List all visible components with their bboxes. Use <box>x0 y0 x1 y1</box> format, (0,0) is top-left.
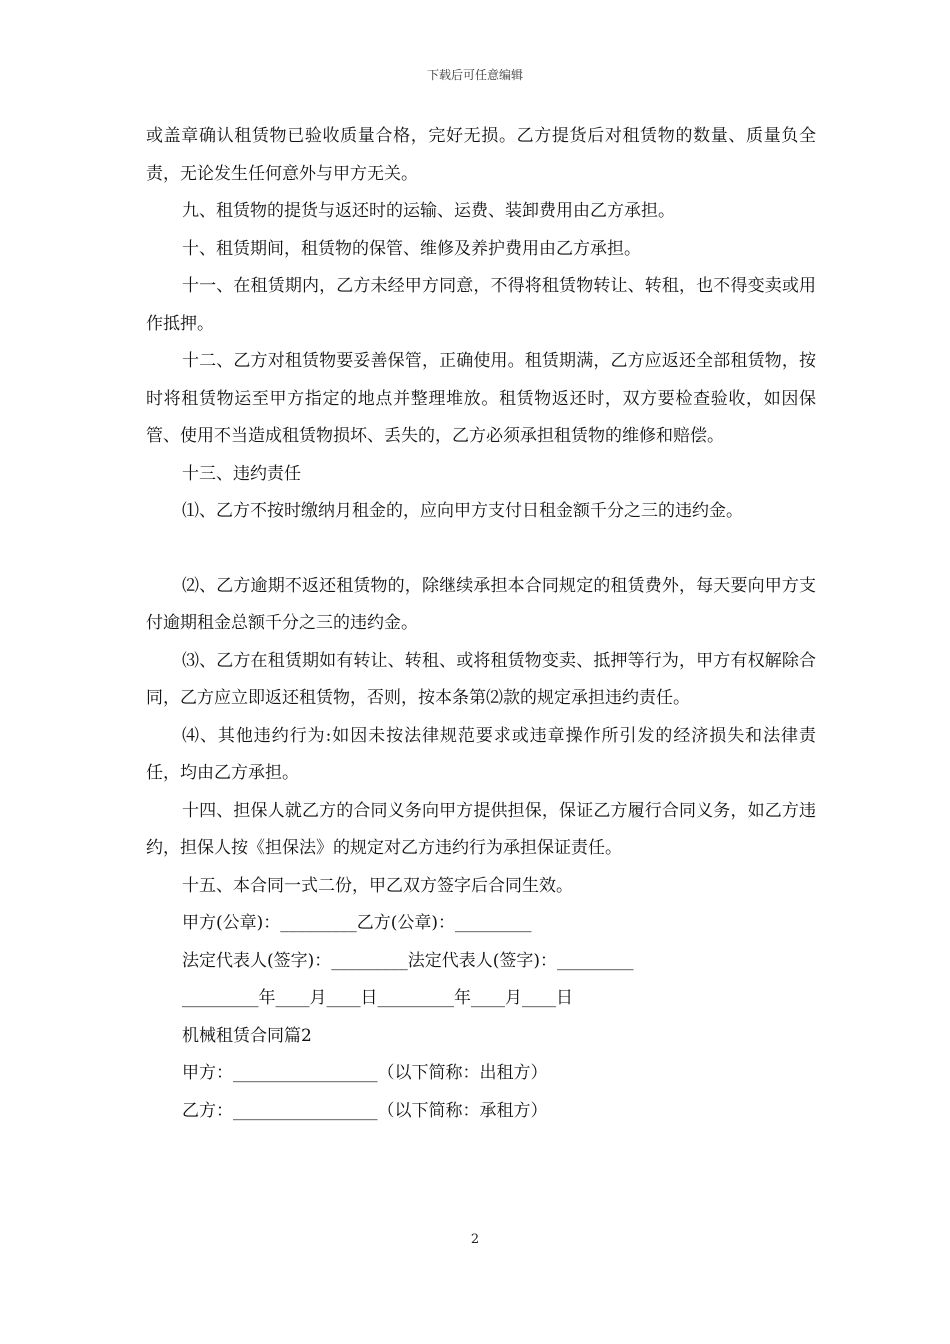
clause-12: 十二、乙方对租赁物要妥善保管，正确使用。租赁期满，乙方应返还全部租赁物，按时将租赁物运至甲方指定的地点并整理堆放。租赁物返还时，双方要检查验收，如因保管、使用不当造成租赁物损坏、丢失的，乙方必须承担租赁物的维修和赔偿。 <box>146 351 816 446</box>
clause-13-item-3: ⑶、乙方在租赁期如有转让、转租、或将租赁物变卖、抵押等行为，甲方有权解除合同，乙方应立即返还租赁物，否则，按本条第⑵款的规定承担违约责任。 <box>146 650 816 708</box>
clause-13-item-4: ⑷、其他违约行为:如因未按法律规范要求或违章操作所引发的经济损失和法律责任，均由乙方承担。 <box>146 725 816 783</box>
blank-gap <box>146 531 816 568</box>
signature-representative-line: 法定代表人(签字)：_________法定代表人(签字)：_________ <box>182 950 634 971</box>
section-2-party-a: 甲方：_________________（以下简称：出租方） <box>182 1063 548 1083</box>
clause-14: 十四、担保人就乙方的合同义务向甲方提供担保，保证乙方履行合同义务，如乙方违约，担保人按《担保法》的规定对乙方违约行为承担保证责任。 <box>146 800 816 858</box>
clause-11: 十一、在租赁期内，乙方未经甲方同意，不得将租赁物转让、转租，也不得变卖或用作抵押。 <box>146 276 816 334</box>
clause-10: 十、租赁期间，租赁物的保管、维修及养护费用由乙方承担。 <box>182 238 641 259</box>
clause-13-item-1: ⑴、乙方不按时缴纳月租金的，应向甲方支付日租金额千分之三的违约金。 <box>182 501 743 521</box>
section-2-title: 机械租赁合同篇2 <box>182 1025 312 1046</box>
signature-date-line: _________年____月____日_________年____月____日 <box>182 988 573 1008</box>
signature-party-line: 甲方(公章)：_________乙方(公章)：_________ <box>182 913 532 933</box>
clause-9: 九、租赁物的提货与返还时的运输、运费、装卸费用由乙方承担。 <box>182 201 675 221</box>
section-2-party-b: 乙方：_________________（以下简称：承租方） <box>182 1100 548 1121</box>
page-header: 下载后可任意编辑 <box>426 68 523 82</box>
clause-13-heading: 十三、违约责任 <box>182 463 301 484</box>
clause-13-item-2: ⑵、乙方逾期不返还租赁物的，除继续承担本合同规定的租赁费外，每天要向甲方支付逾期租金总额千分之三的违约金。 <box>146 575 816 633</box>
document-body <box>146 118 816 1130</box>
page-number: 2 <box>470 1232 480 1247</box>
clause-15: 十五、本合同一式二份，甲乙双方签字后合同生效。 <box>182 875 573 896</box>
paragraph-continuation: 或盖章确认租赁物已验收质量合格，完好无损。乙方提货后对租赁物的数量、质量负全责，无论发生任何意外与甲方无关。 <box>146 126 816 184</box>
